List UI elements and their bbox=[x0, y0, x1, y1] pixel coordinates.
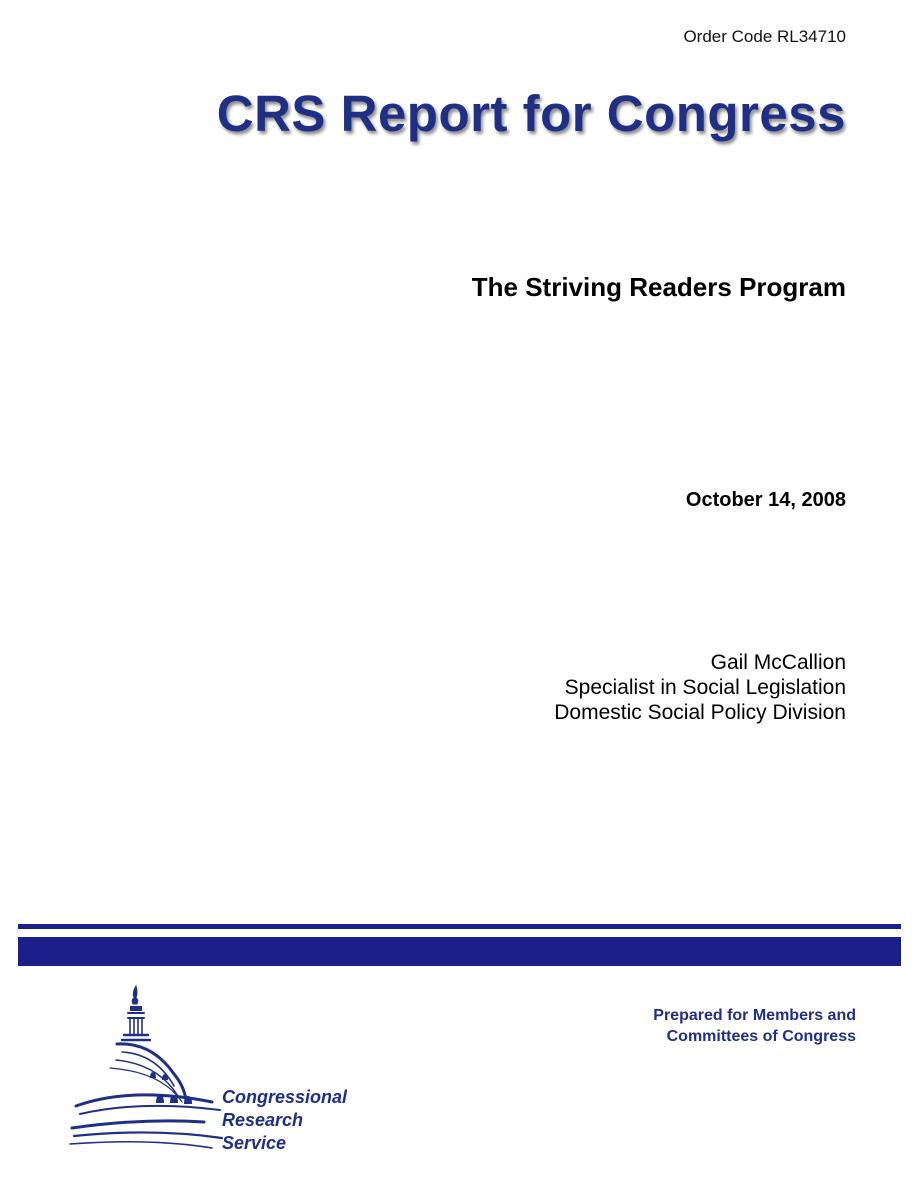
series-title: CRS Report for Congress bbox=[216, 85, 846, 142]
logo-line-research: Research bbox=[222, 1110, 304, 1130]
author-division: Domestic Social Policy Division bbox=[554, 701, 846, 724]
divider-thick-rule bbox=[18, 937, 901, 966]
prepared-line-2: Committees of Congress bbox=[666, 1028, 856, 1045]
order-code: Order Code RL34710 bbox=[683, 27, 846, 46]
report-title: The Striving Readers Program bbox=[471, 272, 846, 302]
author-block bbox=[554, 650, 846, 725]
divider-thin-rule bbox=[18, 924, 901, 929]
prepared-line-1: Prepared for Members and bbox=[653, 1007, 856, 1024]
report-date: October 14, 2008 bbox=[685, 489, 846, 511]
prepared-for-block bbox=[653, 1005, 856, 1047]
logo-line-service: Service bbox=[222, 1133, 287, 1153]
capitol-dome-icon bbox=[62, 982, 237, 1157]
author-position: Specialist in Social Legislation bbox=[564, 676, 846, 699]
crs-logo-text bbox=[222, 1086, 347, 1155]
logo-line-congressional: Congressional bbox=[222, 1087, 348, 1107]
author-name: Gail McCallion bbox=[710, 651, 846, 674]
